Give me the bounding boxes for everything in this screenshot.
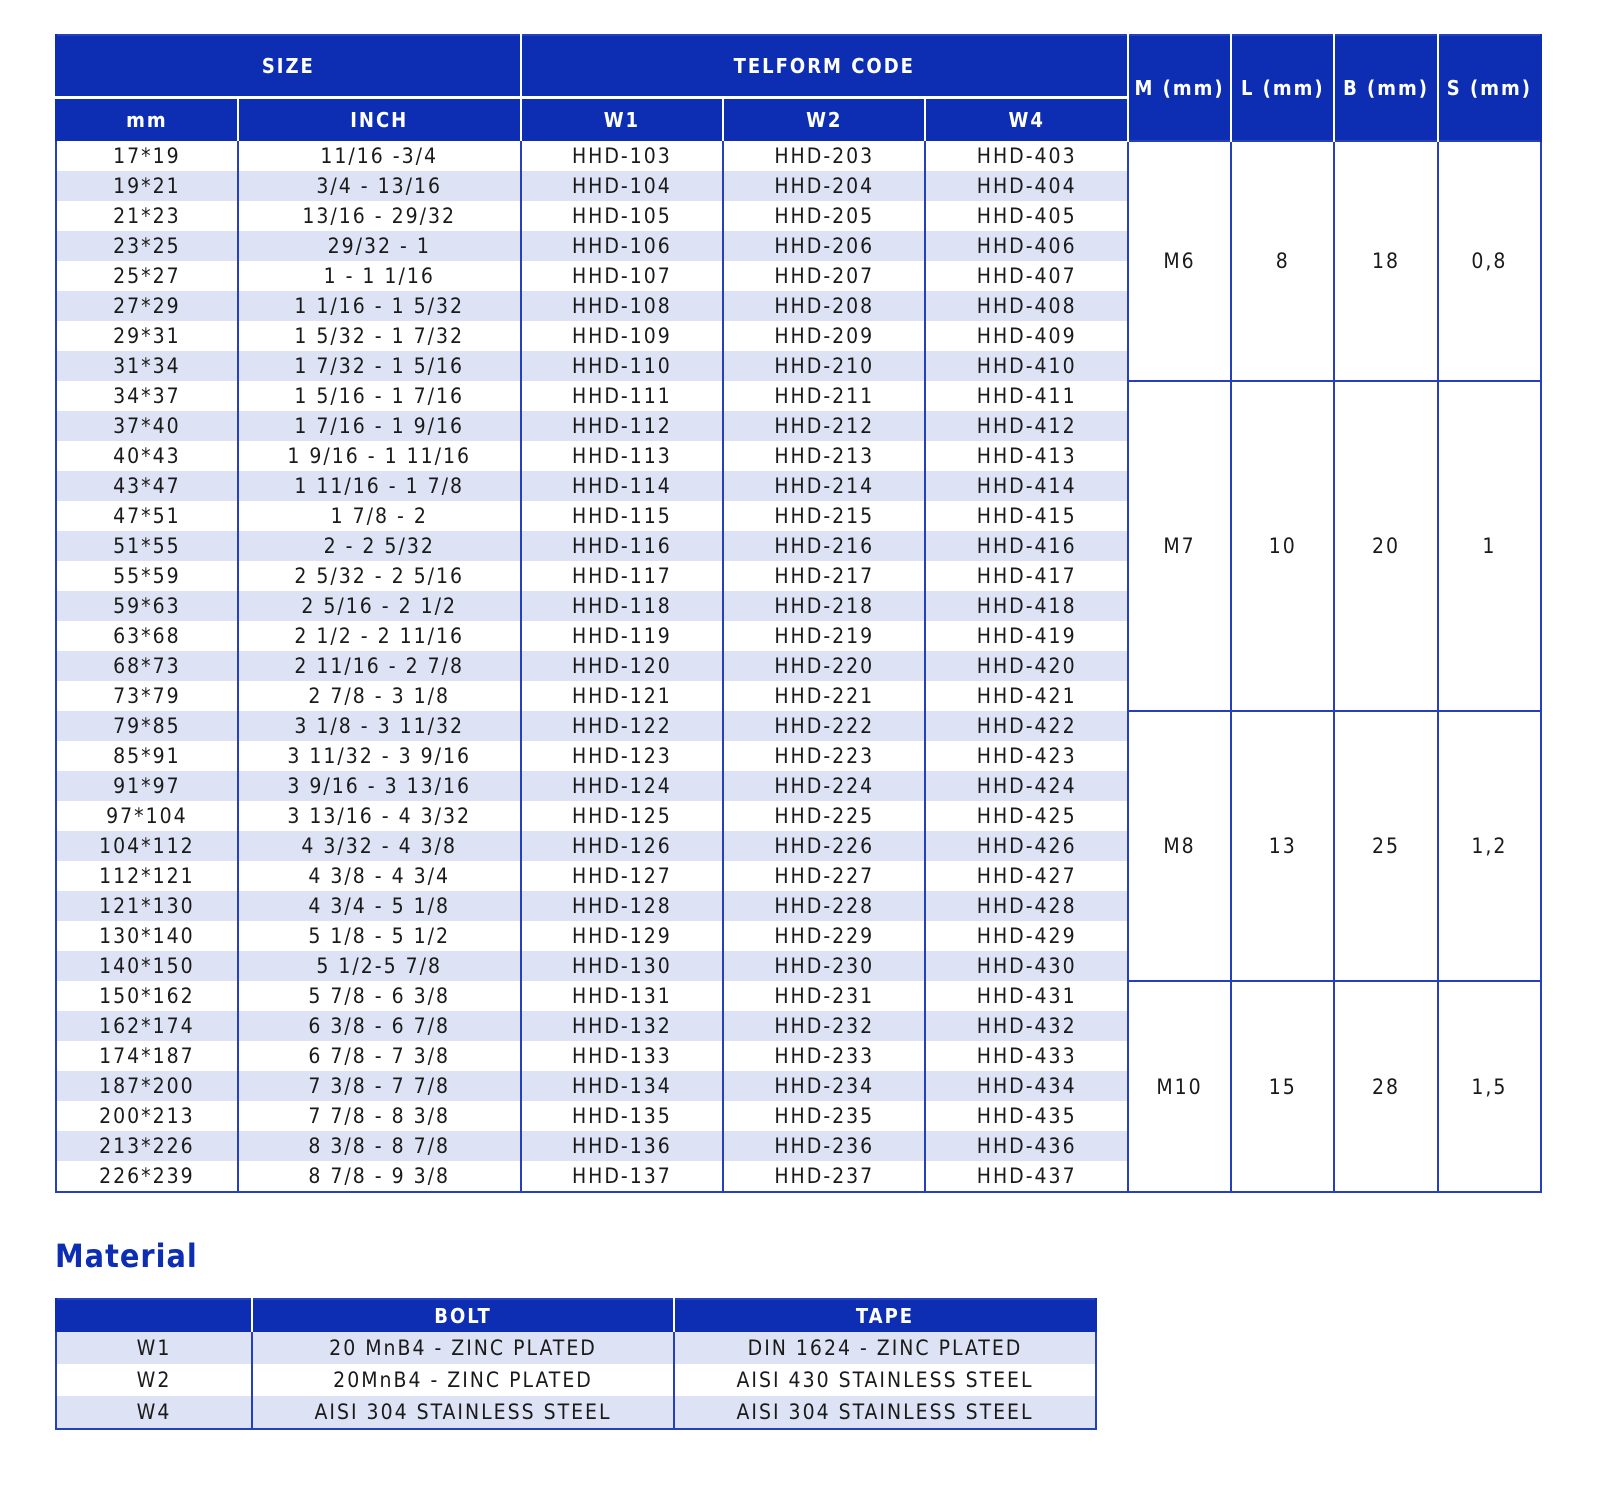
material-cell-tape: AISI 304 STAINLESS STEEL	[674, 1396, 1096, 1429]
group-cell-l: 15	[1231, 981, 1334, 1192]
cell-w2: HHD-237	[723, 1161, 925, 1192]
mm-header: mm	[56, 98, 238, 142]
cell-w4: HHD-421	[925, 681, 1127, 711]
cell-w2: HHD-225	[723, 801, 925, 831]
group-cell-m: M7	[1128, 381, 1231, 711]
cell-w2: HHD-220	[723, 651, 925, 681]
cell-w1: HHD-117	[521, 561, 723, 591]
cell-w4: HHD-426	[925, 831, 1127, 861]
cell-inch: 1 7/8 - 2	[238, 501, 521, 531]
cell-w1: HHD-136	[521, 1131, 723, 1161]
cell-mm: 19*21	[56, 171, 238, 201]
telform-code-header: TELFORM CODE	[521, 35, 1128, 98]
cell-mm: 112*121	[56, 861, 238, 891]
cell-inch: 7 7/8 - 8 3/8	[238, 1101, 521, 1131]
cell-w4: HHD-431	[925, 981, 1127, 1011]
cell-w1: HHD-123	[521, 741, 723, 771]
cell-w4: HHD-403	[925, 141, 1127, 171]
cell-w2: HHD-211	[723, 381, 925, 411]
cell-inch: 2 5/32 - 2 5/16	[238, 561, 521, 591]
s-mm-header: S (mm)	[1438, 35, 1541, 141]
cell-w2: HHD-208	[723, 291, 925, 321]
cell-w4: HHD-414	[925, 471, 1127, 501]
cell-inch: 2 11/16 - 2 7/8	[238, 651, 521, 681]
cell-mm: 23*25	[56, 231, 238, 261]
cell-w1: HHD-135	[521, 1101, 723, 1131]
cell-w1: HHD-111	[521, 381, 723, 411]
cell-mm: 47*51	[56, 501, 238, 531]
cell-w1: HHD-116	[521, 531, 723, 561]
cell-inch: 2 7/8 - 3 1/8	[238, 681, 521, 711]
cell-mm: 73*79	[56, 681, 238, 711]
cell-inch: 6 3/8 - 6 7/8	[238, 1011, 521, 1041]
cell-w4: HHD-423	[925, 741, 1127, 771]
cell-w2: HHD-212	[723, 411, 925, 441]
cell-w1: HHD-124	[521, 771, 723, 801]
cell-mm: 200*213	[56, 1101, 238, 1131]
cell-w2: HHD-221	[723, 681, 925, 711]
cell-inch: 4 3/8 - 4 3/4	[238, 861, 521, 891]
cell-w2: HHD-205	[723, 201, 925, 231]
cell-w2: HHD-219	[723, 621, 925, 651]
cell-mm: 31*34	[56, 351, 238, 381]
material-cell-tape: DIN 1624 - ZINC PLATED	[674, 1332, 1096, 1364]
cell-mm: 17*19	[56, 141, 238, 171]
cell-w1: HHD-109	[521, 321, 723, 351]
cell-w2: HHD-209	[723, 321, 925, 351]
cell-inch: 1 9/16 - 1 11/16	[238, 441, 521, 471]
cell-w1: HHD-103	[521, 141, 723, 171]
cell-w4: HHD-433	[925, 1041, 1127, 1071]
cell-w1: HHD-113	[521, 441, 723, 471]
cell-w1: HHD-137	[521, 1161, 723, 1192]
cell-w4: HHD-411	[925, 381, 1127, 411]
cell-inch: 1 7/16 - 1 9/16	[238, 411, 521, 441]
cell-mm: 51*55	[56, 531, 238, 561]
cell-w4: HHD-434	[925, 1071, 1127, 1101]
cell-w4: HHD-410	[925, 351, 1127, 381]
cell-mm: 43*47	[56, 471, 238, 501]
l-mm-header: L (mm)	[1231, 35, 1334, 141]
cell-inch: 1 1/16 - 1 5/32	[238, 291, 521, 321]
cell-w1: HHD-112	[521, 411, 723, 441]
cell-w2: HHD-230	[723, 951, 925, 981]
cell-w2: HHD-231	[723, 981, 925, 1011]
cell-inch: 7 3/8 - 7 7/8	[238, 1071, 521, 1101]
cell-inch: 2 1/2 - 2 11/16	[238, 621, 521, 651]
material-table-body	[56, 1332, 1096, 1429]
material-row	[56, 1396, 1096, 1429]
cell-mm: 27*29	[56, 291, 238, 321]
cell-w2: HHD-213	[723, 441, 925, 471]
cell-w1: HHD-122	[521, 711, 723, 741]
w1-header: W1	[521, 98, 723, 142]
table-row	[56, 141, 1541, 171]
cell-w1: HHD-114	[521, 471, 723, 501]
cell-w4: HHD-409	[925, 321, 1127, 351]
group-cell-b: 18	[1334, 141, 1437, 381]
cell-inch: 5 1/2-5 7/8	[238, 951, 521, 981]
cell-w1: HHD-121	[521, 681, 723, 711]
cell-w4: HHD-405	[925, 201, 1127, 231]
group-cell-s: 0,8	[1438, 141, 1541, 381]
m-mm-header: M (mm)	[1128, 35, 1231, 141]
cell-inch: 11/16 -3/4	[238, 141, 521, 171]
size-code-table-body	[56, 141, 1541, 1192]
cell-inch: 8 3/8 - 8 7/8	[238, 1131, 521, 1161]
cell-mm: 85*91	[56, 741, 238, 771]
cell-w2: HHD-229	[723, 921, 925, 951]
cell-mm: 40*43	[56, 441, 238, 471]
group-cell-s: 1,2	[1438, 711, 1541, 981]
group-cell-b: 28	[1334, 981, 1437, 1192]
cell-w2: HHD-214	[723, 471, 925, 501]
cell-mm: 97*104	[56, 801, 238, 831]
cell-w2: HHD-223	[723, 741, 925, 771]
cell-w2: HHD-236	[723, 1131, 925, 1161]
cell-inch: 29/32 - 1	[238, 231, 521, 261]
cell-mm: 91*97	[56, 771, 238, 801]
cell-inch: 5 1/8 - 5 1/2	[238, 921, 521, 951]
cell-w1: HHD-133	[521, 1041, 723, 1071]
cell-mm: 34*37	[56, 381, 238, 411]
material-row	[56, 1364, 1096, 1396]
cell-inch: 1 11/16 - 1 7/8	[238, 471, 521, 501]
cell-w2: HHD-204	[723, 171, 925, 201]
cell-w4: HHD-408	[925, 291, 1127, 321]
group-cell-s: 1	[1438, 381, 1541, 711]
cell-w1: HHD-129	[521, 921, 723, 951]
table-row	[56, 981, 1541, 1011]
cell-w2: HHD-203	[723, 141, 925, 171]
cell-mm: 21*23	[56, 201, 238, 231]
table-row	[56, 381, 1541, 411]
group-cell-l: 13	[1231, 711, 1334, 981]
cell-w2: HHD-232	[723, 1011, 925, 1041]
material-header-tape: TAPE	[674, 1299, 1096, 1332]
cell-w1: HHD-118	[521, 591, 723, 621]
cell-inch: 6 7/8 - 7 3/8	[238, 1041, 521, 1071]
cell-w1: HHD-106	[521, 231, 723, 261]
cell-mm: 140*150	[56, 951, 238, 981]
cell-w4: HHD-412	[925, 411, 1127, 441]
cell-inch: 3 11/32 - 3 9/16	[238, 741, 521, 771]
cell-inch: 2 5/16 - 2 1/2	[238, 591, 521, 621]
cell-w4: HHD-406	[925, 231, 1127, 261]
cell-mm: 121*130	[56, 891, 238, 921]
cell-inch: 8 7/8 - 9 3/8	[238, 1161, 521, 1192]
cell-w4: HHD-418	[925, 591, 1127, 621]
cell-mm: 79*85	[56, 711, 238, 741]
cell-w1: HHD-134	[521, 1071, 723, 1101]
cell-w4: HHD-419	[925, 621, 1127, 651]
cell-w1: HHD-130	[521, 951, 723, 981]
cell-inch: 2 - 2 5/32	[238, 531, 521, 561]
b-mm-header: B (mm)	[1334, 35, 1437, 141]
cell-mm: 55*59	[56, 561, 238, 591]
material-header-bolt: BOLT	[252, 1299, 674, 1332]
cell-w2: HHD-222	[723, 711, 925, 741]
cell-inch: 5 7/8 - 6 3/8	[238, 981, 521, 1011]
material-title: Material	[55, 1237, 198, 1275]
w4-header: W4	[925, 98, 1127, 142]
cell-w4: HHD-427	[925, 861, 1127, 891]
cell-w1: HHD-107	[521, 261, 723, 291]
cell-w4: HHD-432	[925, 1011, 1127, 1041]
group-cell-m: M10	[1128, 981, 1231, 1192]
cell-w1: HHD-119	[521, 621, 723, 651]
cell-w4: HHD-420	[925, 651, 1127, 681]
group-cell-b: 20	[1334, 381, 1437, 711]
cell-w1: HHD-115	[521, 501, 723, 531]
cell-mm: 25*27	[56, 261, 238, 291]
cell-inch: 3 9/16 - 3 13/16	[238, 771, 521, 801]
cell-w2: HHD-228	[723, 891, 925, 921]
cell-w4: HHD-407	[925, 261, 1127, 291]
material-cell-bolt: 20 MnB4 - ZINC PLATED	[252, 1332, 674, 1364]
cell-inch: 4 3/32 - 4 3/8	[238, 831, 521, 861]
cell-mm: 37*40	[56, 411, 238, 441]
material-cell-grade: W2	[56, 1364, 252, 1396]
cell-w2: HHD-215	[723, 501, 925, 531]
material-cell-bolt: AISI 304 STAINLESS STEEL	[252, 1396, 674, 1429]
cell-inch: 1 7/32 - 1 5/16	[238, 351, 521, 381]
cell-w4: HHD-424	[925, 771, 1127, 801]
cell-w4: HHD-422	[925, 711, 1127, 741]
cell-w1: HHD-108	[521, 291, 723, 321]
cell-w2: HHD-217	[723, 561, 925, 591]
inch-header: INCH	[238, 98, 521, 142]
cell-mm: 162*174	[56, 1011, 238, 1041]
cell-inch: 13/16 - 29/32	[238, 201, 521, 231]
group-cell-m: M6	[1128, 141, 1231, 381]
cell-mm: 59*63	[56, 591, 238, 621]
cell-inch: 3/4 - 13/16	[238, 171, 521, 201]
cell-w1: HHD-120	[521, 651, 723, 681]
cell-mm: 68*73	[56, 651, 238, 681]
cell-w4: HHD-404	[925, 171, 1127, 201]
cell-w2: HHD-206	[723, 231, 925, 261]
cell-inch: 3 1/8 - 3 11/32	[238, 711, 521, 741]
size-header: SIZE	[56, 35, 521, 98]
material-table	[55, 1298, 1097, 1430]
cell-w2: HHD-233	[723, 1041, 925, 1071]
material-cell-bolt: 20MnB4 - ZINC PLATED	[252, 1364, 674, 1396]
cell-w4: HHD-425	[925, 801, 1127, 831]
group-cell-m: M8	[1128, 711, 1231, 981]
cell-inch: 3 13/16 - 4 3/32	[238, 801, 521, 831]
cell-w1: HHD-125	[521, 801, 723, 831]
cell-w1: HHD-110	[521, 351, 723, 381]
cell-w2: HHD-207	[723, 261, 925, 291]
cell-w2: HHD-216	[723, 531, 925, 561]
group-cell-l: 8	[1231, 141, 1334, 381]
cell-mm: 187*200	[56, 1071, 238, 1101]
cell-mm: 150*162	[56, 981, 238, 1011]
cell-w1: HHD-132	[521, 1011, 723, 1041]
group-cell-s: 1,5	[1438, 981, 1541, 1192]
w2-header: W2	[723, 98, 925, 142]
cell-w1: HHD-104	[521, 171, 723, 201]
cell-w2: HHD-218	[723, 591, 925, 621]
cell-w2: HHD-226	[723, 831, 925, 861]
cell-w4: HHD-415	[925, 501, 1127, 531]
cell-mm: 226*239	[56, 1161, 238, 1192]
cell-mm: 213*226	[56, 1131, 238, 1161]
cell-w1: HHD-131	[521, 981, 723, 1011]
cell-w1: HHD-127	[521, 861, 723, 891]
cell-w2: HHD-234	[723, 1071, 925, 1101]
cell-mm: 130*140	[56, 921, 238, 951]
cell-w1: HHD-126	[521, 831, 723, 861]
cell-mm: 63*68	[56, 621, 238, 651]
size-code-table	[55, 34, 1542, 1193]
cell-mm: 174*187	[56, 1041, 238, 1071]
material-cell-grade: W1	[56, 1332, 252, 1364]
cell-w2: HHD-235	[723, 1101, 925, 1131]
material-header-grade	[56, 1299, 252, 1332]
cell-w2: HHD-224	[723, 771, 925, 801]
cell-mm: 29*31	[56, 321, 238, 351]
cell-w4: HHD-437	[925, 1161, 1127, 1192]
cell-w1: HHD-105	[521, 201, 723, 231]
cell-w1: HHD-128	[521, 891, 723, 921]
cell-inch: 1 5/16 - 1 7/16	[238, 381, 521, 411]
cell-mm: 104*112	[56, 831, 238, 861]
cell-w2: HHD-227	[723, 861, 925, 891]
cell-w4: HHD-430	[925, 951, 1127, 981]
cell-w4: HHD-435	[925, 1101, 1127, 1131]
material-cell-tape: AISI 430 STAINLESS STEEL	[674, 1364, 1096, 1396]
cell-inch: 1 5/32 - 1 7/32	[238, 321, 521, 351]
cell-inch: 4 3/4 - 5 1/8	[238, 891, 521, 921]
table-row	[56, 711, 1541, 741]
cell-w4: HHD-436	[925, 1131, 1127, 1161]
cell-w4: HHD-416	[925, 531, 1127, 561]
cell-w4: HHD-417	[925, 561, 1127, 591]
material-cell-grade: W4	[56, 1396, 252, 1429]
group-cell-b: 25	[1334, 711, 1437, 981]
group-cell-l: 10	[1231, 381, 1334, 711]
cell-w4: HHD-428	[925, 891, 1127, 921]
cell-inch: 1 - 1 1/16	[238, 261, 521, 291]
cell-w4: HHD-429	[925, 921, 1127, 951]
cell-w4: HHD-413	[925, 441, 1127, 471]
material-row	[56, 1332, 1096, 1364]
cell-w2: HHD-210	[723, 351, 925, 381]
